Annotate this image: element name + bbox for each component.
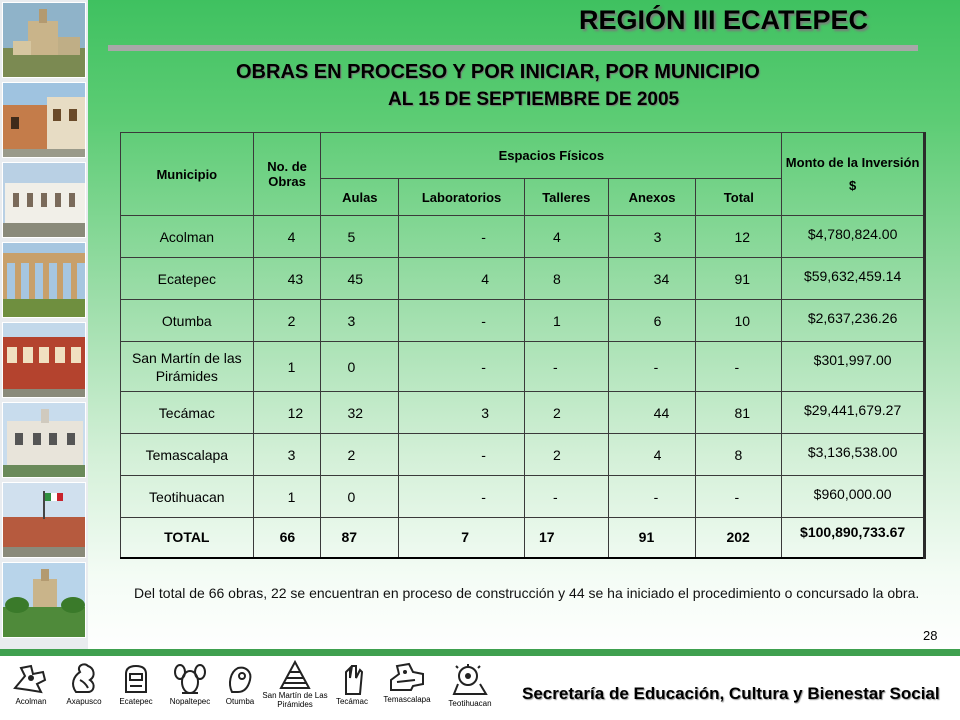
cell-municipio: Tecámac bbox=[121, 392, 254, 434]
cell-anexos: 4 bbox=[608, 434, 696, 476]
cell-anexos: - bbox=[608, 342, 696, 392]
cell-monto: $3,136,538.00 bbox=[782, 434, 925, 476]
cell-monto: $29,441,679.27 bbox=[782, 392, 925, 434]
cell-monto: $960,000.00 bbox=[782, 476, 925, 518]
cell-aulas: 45 bbox=[321, 258, 399, 300]
glyph-temascalapa bbox=[376, 660, 438, 704]
cell-total: - bbox=[696, 342, 782, 392]
subtitle-line1: OBRAS EN PROCESO Y POR INICIAR, POR MUNICIPIO bbox=[236, 61, 760, 83]
cell-total: - bbox=[696, 476, 782, 518]
glyph-ecatepec bbox=[108, 662, 164, 706]
glyph-tecamac-icon bbox=[332, 662, 372, 696]
cell-obras: 3 bbox=[253, 434, 321, 476]
cell-total: 81 bbox=[696, 392, 782, 434]
glyph-axapusco bbox=[56, 660, 112, 706]
cell-aulas: 0 bbox=[321, 342, 399, 392]
glyph-san-martin-icon bbox=[275, 660, 315, 690]
table-row bbox=[121, 342, 925, 392]
header-municipio: Municipio bbox=[121, 133, 254, 216]
header-laboratorios: Laboratorios bbox=[399, 179, 525, 216]
cell-obras: 2 bbox=[253, 300, 321, 342]
photo-acolman-convent bbox=[2, 2, 86, 78]
glyph-label: Otumba bbox=[225, 697, 255, 706]
cell-talleres: 2 bbox=[524, 434, 608, 476]
cell-total: 8 bbox=[696, 434, 782, 476]
glyph-label: Axapusco bbox=[66, 697, 102, 706]
cell-laboratorios: - bbox=[399, 300, 525, 342]
cell-anexos: - bbox=[608, 476, 696, 518]
cell-aulas: 32 bbox=[321, 392, 399, 434]
cell-total-total: 202 bbox=[696, 518, 782, 558]
glyph-label: Ecatepec bbox=[119, 697, 153, 706]
cell-monto: $2,637,236.26 bbox=[782, 300, 925, 342]
cell-municipio: Otumba bbox=[121, 300, 254, 342]
cell-municipio: Temascalapa bbox=[121, 434, 254, 476]
cell-obras: 12 bbox=[253, 392, 321, 434]
municipality-glyphs bbox=[0, 660, 510, 720]
glyph-label: Temascalapa bbox=[383, 695, 431, 704]
cell-municipio: Ecatepec bbox=[121, 258, 254, 300]
cell-anexos: 3 bbox=[608, 216, 696, 258]
region-title: REGIÓN III ECATEPEC bbox=[578, 5, 868, 35]
glyph-label: San Martín de Las Pirámides bbox=[262, 691, 328, 709]
cell-laboratorios: 3 bbox=[399, 392, 525, 434]
photo-strip bbox=[0, 0, 88, 655]
photo-red-palace bbox=[2, 322, 86, 398]
bottom-bar bbox=[0, 649, 960, 656]
header-monto-label: Monto de la Inversión bbox=[785, 155, 920, 170]
header-monto-unit: $ bbox=[848, 178, 857, 193]
glyph-san-martin bbox=[262, 660, 328, 709]
header-total: Total bbox=[696, 179, 782, 216]
glyph-temascalapa-icon bbox=[385, 660, 429, 694]
cell-municipio: Acolman bbox=[121, 216, 254, 258]
cell-aulas: 0 bbox=[321, 476, 399, 518]
cell-talleres: 4 bbox=[524, 216, 608, 258]
cell-talleres-total: 17 bbox=[524, 518, 608, 558]
cell-monto: $4,780,824.00 bbox=[782, 216, 925, 258]
table-row bbox=[121, 300, 925, 342]
glyph-otumba bbox=[212, 662, 268, 706]
cell-anexos: 34 bbox=[608, 258, 696, 300]
glyph-teotihuacan-icon bbox=[448, 662, 492, 698]
subtitle-line2: AL 15 DE SEPTIEMBRE DE 2005 bbox=[388, 89, 680, 110]
table-row bbox=[121, 392, 925, 434]
cell-anexos: 44 bbox=[608, 392, 696, 434]
glyph-axapusco-icon bbox=[64, 660, 104, 696]
cell-laboratorios: - bbox=[399, 476, 525, 518]
cell-obras: 1 bbox=[253, 476, 321, 518]
cell-aulas-total: 87 bbox=[321, 518, 399, 558]
cell-anexos: 6 bbox=[608, 300, 696, 342]
glyph-label: Nopaltepec bbox=[169, 697, 211, 706]
cell-laboratorios-total: 7 bbox=[399, 518, 525, 558]
table-row bbox=[121, 258, 925, 300]
header-aulas: Aulas bbox=[321, 179, 399, 216]
cell-laboratorios: - bbox=[399, 216, 525, 258]
cell-obras: 4 bbox=[253, 216, 321, 258]
cell-aulas: 2 bbox=[321, 434, 399, 476]
table-row bbox=[121, 476, 925, 518]
header-no-obras: No. de Obras bbox=[253, 133, 321, 216]
cell-talleres: - bbox=[524, 342, 608, 392]
glyph-teotihuacan bbox=[440, 662, 500, 708]
cell-talleres: 2 bbox=[524, 392, 608, 434]
cell-talleres: - bbox=[524, 476, 608, 518]
cell-aulas: 5 bbox=[321, 216, 399, 258]
header-espacios-fisicos: Espacios Físicos bbox=[321, 133, 782, 179]
cell-laboratorios: - bbox=[399, 342, 525, 392]
glyph-nopaltepec-icon bbox=[170, 662, 210, 696]
cell-obras: 1 bbox=[253, 342, 321, 392]
header-monto bbox=[782, 133, 925, 216]
table-row-total bbox=[121, 518, 925, 558]
photo-flag-building bbox=[2, 482, 86, 558]
glyph-label: Tecámac bbox=[335, 697, 368, 706]
cell-total: 10 bbox=[696, 300, 782, 342]
cell-obras-total: 66 bbox=[253, 518, 321, 558]
header-anexos: Anexos bbox=[608, 179, 696, 216]
cell-laboratorios: 4 bbox=[399, 258, 525, 300]
cell-total: 12 bbox=[696, 216, 782, 258]
glyph-ecatepec-icon bbox=[116, 662, 156, 696]
photo-aqueduct bbox=[2, 242, 86, 318]
glyph-label: Acolman bbox=[15, 697, 47, 706]
footnote: Del total de 66 obras, 22 se encuentran en proceso de construcción y 44 se ha iniciado el procedimiento o concursado la obra. bbox=[134, 585, 920, 601]
table-row bbox=[121, 434, 925, 476]
cell-monto-total: $100,890,733.67 bbox=[782, 518, 925, 558]
title-rule bbox=[108, 45, 918, 51]
cell-laboratorios: - bbox=[399, 434, 525, 476]
glyph-label: Teotihuacan bbox=[448, 699, 492, 708]
header-talleres: Talleres bbox=[524, 179, 608, 216]
cell-talleres: 1 bbox=[524, 300, 608, 342]
glyph-nopaltepec bbox=[162, 662, 218, 706]
table-row bbox=[121, 216, 925, 258]
cell-municipio: Teotihuacan bbox=[121, 476, 254, 518]
cell-anexos-total: 91 bbox=[608, 518, 696, 558]
glyph-otumba-icon bbox=[220, 662, 260, 696]
cell-total: 91 bbox=[696, 258, 782, 300]
photo-white-building bbox=[2, 162, 86, 238]
obras-table bbox=[120, 132, 926, 559]
cell-talleres: 8 bbox=[524, 258, 608, 300]
cell-monto: $59,632,459.14 bbox=[782, 258, 925, 300]
page-number: 28 bbox=[923, 628, 938, 643]
glyph-tecamac bbox=[324, 662, 380, 706]
cell-municipio-total: TOTAL bbox=[121, 518, 254, 558]
photo-municipal-palace bbox=[2, 402, 86, 478]
glyph-acolman bbox=[3, 662, 59, 706]
glyph-acolman-icon bbox=[11, 662, 51, 696]
cell-aulas: 3 bbox=[321, 300, 399, 342]
cell-municipio: San Martín de las Pirámides bbox=[121, 342, 254, 392]
photo-colonial-street bbox=[2, 82, 86, 158]
cell-monto: $301,997.00 bbox=[782, 342, 925, 392]
secretaria-name: Secretaría de Educación, Cultura y Bienestar Social bbox=[522, 684, 940, 703]
photo-garden-church bbox=[2, 562, 86, 638]
cell-obras: 43 bbox=[253, 258, 321, 300]
